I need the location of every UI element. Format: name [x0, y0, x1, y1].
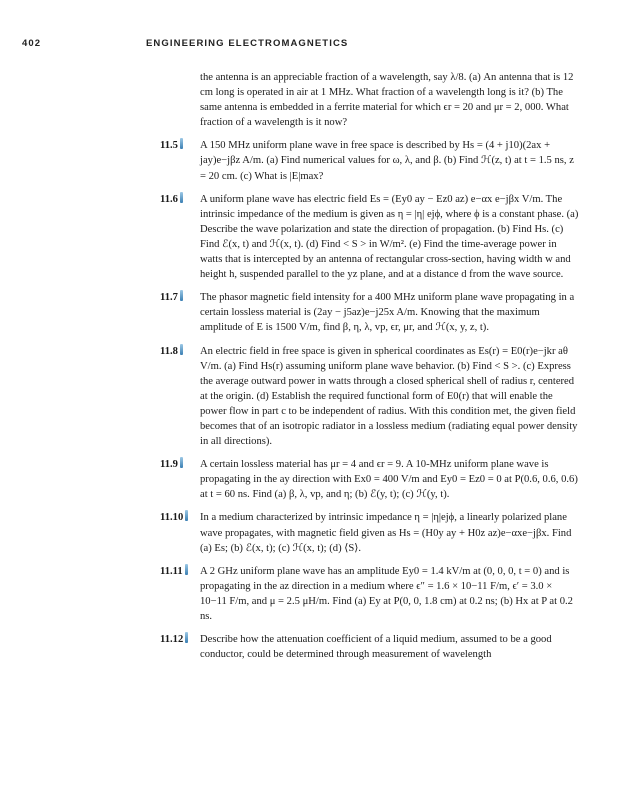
difficulty-marker-icon	[180, 344, 183, 355]
difficulty-marker-icon	[185, 564, 188, 575]
problem-number: 11.11	[160, 564, 196, 579]
problem-number: 11.8	[160, 344, 196, 359]
problem-11-8	[160, 344, 580, 450]
problem-text: A certain lossless material has μr = 4 and ϵr = 9. A 10-MHz uniform plane wave is propagating in the ay direction with Ex0 = 400 V/m and Ey0 = Ez0 = 0 at P(0.6, 0.6, 0.6) at t = 60 ns. Find (a) β, λ, vp, and η; (b) ℰ(y, t); (c) ℋ(y, t).	[200, 459, 578, 501]
problem-text: An electric field in free space is given in spherical coordinates as Es(r) = E0(r)e−jkr aθ V/m. (a) Find Hs(r) assuming uniform plane wave behavior. (b) Find < S >. (c) Express the average outward power in watts through a closed spherical shell of radius r, centered at the origin. (d) Establish the required functional form of E0(r) that will enable the power flow in part c to be independent of radius. With this condition met, the given field becomes that of an isotropic radiator in a lossless medium (radiating equal power density in all directions).	[200, 345, 578, 448]
problem-number: 11.10	[160, 510, 196, 525]
difficulty-marker-icon	[185, 632, 188, 643]
continued-problem-text: the antenna is an appreciable fraction of a wavelength, say λ/8. (a) An antenna that is 12 cm long is operated in air at 1 MHz. What fraction of a wavelength long is it? (b) The same antenna is embedded in a ferrite material for which ϵr = 20 and μr = 2, 000. What fraction of a wavelength is it now?	[200, 72, 574, 129]
problem-text: A 150 MHz uniform plane wave in free space is described by Hs = (4 + j10)(2ax + jay)e−jβz A/m. (a) Find numerical values for ω, λ, and β. (b) Find ℋ(z, t) at t = 1.5 ns, z = 20 cm. (c) What is |E|max?	[200, 140, 574, 182]
problem-11-6	[160, 192, 580, 283]
problem-number: 11.5	[160, 138, 196, 153]
difficulty-marker-icon	[180, 192, 183, 203]
problem-11-5	[160, 138, 580, 183]
difficulty-marker-icon	[180, 290, 183, 301]
difficulty-marker-icon	[185, 510, 188, 521]
running-title: ENGINEERING ELECTROMAGNETICS	[146, 38, 349, 49]
problem-11-7	[160, 290, 580, 335]
problem-text: In a medium characterized by intrinsic impedance η = |η|ejϕ, a linearly polarized plane wave propagates, with magnetic field given as Hs = (H0y ay + H0z az)e−αxe−jβx. Find (a) Es; (b) ℰ(x, t); (c) ℋ(x, t); (d) ⟨S⟩.	[200, 512, 572, 554]
problem-number: 11.12	[160, 632, 196, 647]
problem-list	[160, 70, 580, 670]
problem-text: A uniform plane wave has electric field Es = (Ey0 ay − Ez0 az) e−αx e−jβx V/m. The intrinsic impedance of the medium is given as η = |η| ejϕ, where ϕ is a constant phase. (a) Describe the wave polarization and state the direction of propagation. (b) Find Hs. (c) Find ℰ(x, t) and ℋ(x, t). (d) Find < S > in W/m². (e) Find the time-average power in watts that is intercepted by an antenna of rectangular cross-section, having width w and height h, suspended parallel to the yz plane, and at a distance d from the wave source.	[200, 193, 579, 281]
problem-text: The phasor magnetic field intensity for a 400 MHz uniform plane wave propagating in a certain lossless material is (2ay − j5az)e−j25x A/m. Knowing that the maximum amplitude of E is 1500 V/m, find β, η, λ, vp, ϵr, μr, and ℋ(x, y, z, t).	[200, 292, 575, 334]
problem-number: 11.6	[160, 192, 196, 207]
problem-11-11	[160, 564, 580, 624]
difficulty-marker-icon	[180, 138, 183, 149]
problem-11-12	[160, 632, 580, 662]
difficulty-marker-icon	[180, 457, 183, 468]
problem-text: A 2 GHz uniform plane wave has an amplitude Ey0 = 1.4 kV/m at (0, 0, 0, t = 0) and is propagating in the az direction in a medium where ϵ″ = 1.6 × 10−11 F/m, ϵ′ = 3.0 × 10−11 F/m, and μ = 2.5 μH/m. Find (a) Ey at P(0, 0, 1.8 cm) at 0.2 ns; (b) Hx at P at 0.2 ns.	[200, 565, 573, 622]
problem-number: 11.7	[160, 290, 196, 305]
page-number: 402	[22, 38, 42, 49]
problem-11-9	[160, 457, 580, 502]
problem-text: Describe how the attenuation coefficient of a liquid medium, assumed to be a good conductor, could be determined through measurement of wavelength	[200, 634, 552, 661]
page-header	[22, 38, 605, 54]
problem-number: 11.9	[160, 457, 196, 472]
problem-11-10	[160, 510, 580, 555]
